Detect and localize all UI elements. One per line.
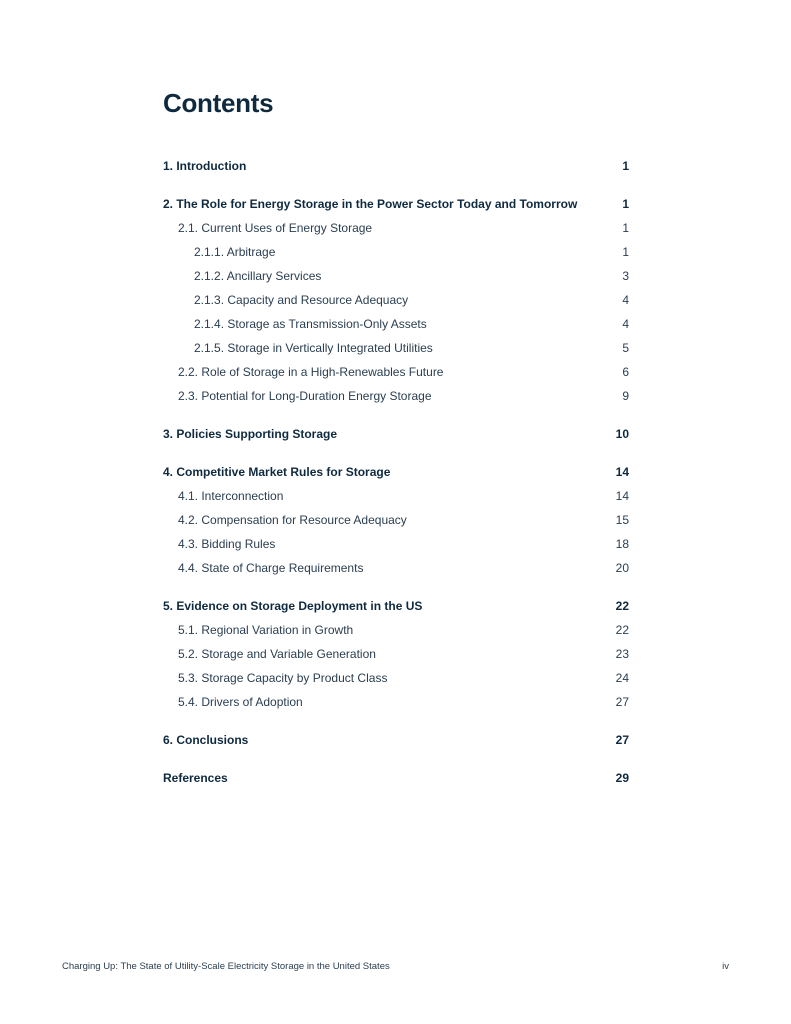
table-of-contents [163, 154, 629, 790]
toc-entry-regional-variation[interactable] [163, 618, 629, 642]
toc-entry-label: 4. Competitive Market Rules for Storage [163, 465, 391, 479]
toc-entry-label: 2.2. Role of Storage in a High-Renewables Future [178, 365, 444, 379]
toc-entry-page: 3 [622, 269, 629, 283]
toc-entry-label: 6. Conclusions [163, 733, 249, 747]
toc-entry-arbitrage[interactable] [163, 240, 629, 264]
toc-entry-label: 1. Introduction [163, 159, 247, 173]
toc-entry-compensation-resource-adequacy[interactable] [163, 508, 629, 532]
toc-entry-page: 15 [615, 513, 629, 527]
toc-entry-label: 4.3. Bidding Rules [178, 537, 276, 551]
toc-entry-conclusions[interactable] [163, 728, 629, 752]
toc-entry-page: 27 [615, 733, 629, 747]
toc-entry-label: References [163, 771, 228, 785]
toc-entry-high-renewables-future[interactable] [163, 360, 629, 384]
toc-entry-long-duration-storage[interactable] [163, 384, 629, 408]
footer-document-title: Charging Up: The State of Utility-Scale Electricity Storage in the United States [62, 961, 390, 972]
toc-entry-label: 5.2. Storage and Variable Generation [178, 647, 376, 661]
toc-entry-page: 4 [622, 317, 629, 331]
toc-entry-competitive-market-rules[interactable] [163, 460, 629, 484]
toc-entry-label: 4.4. State of Charge Requirements [178, 561, 364, 575]
toc-entry-label: 2.1.5. Storage in Vertically Integrated Utilities [194, 341, 433, 355]
toc-entry-page: 6 [622, 365, 629, 379]
toc-entry-label: 2. The Role for Energy Storage in the Power Sector Today and Tomorrow [163, 197, 578, 211]
toc-entry-capacity-resource-adequacy[interactable] [163, 288, 629, 312]
toc-entry-page: 22 [615, 599, 629, 613]
toc-entry-label: 5. Evidence on Storage Deployment in the US [163, 599, 423, 613]
toc-entry-page: 20 [615, 561, 629, 575]
toc-entry-label: 3. Policies Supporting Storage [163, 427, 338, 441]
toc-entry-label: 5.4. Drivers of Adoption [178, 695, 303, 709]
toc-entry-page: 1 [622, 245, 629, 259]
toc-entry-transmission-only-assets[interactable] [163, 312, 629, 336]
toc-entry-role-for-energy-storage[interactable] [163, 192, 629, 216]
toc-entry-label: 4.2. Compensation for Resource Adequacy [178, 513, 407, 527]
footer-page-number: iv [722, 961, 729, 972]
toc-entry-page: 14 [615, 489, 629, 503]
toc-entry-storage-variable-generation[interactable] [163, 642, 629, 666]
toc-entry-page: 14 [615, 465, 629, 479]
toc-entry-label: 5.3. Storage Capacity by Product Class [178, 671, 388, 685]
toc-entry-label: 4.1. Interconnection [178, 489, 284, 503]
toc-entry-page: 1 [622, 159, 629, 173]
toc-entry-page: 23 [615, 647, 629, 661]
toc-entry-capacity-by-product-class[interactable] [163, 666, 629, 690]
toc-entry-label: 2.1.1. Arbitrage [194, 245, 276, 259]
toc-entry-page: 24 [615, 671, 629, 685]
toc-entry-label: 2.1.3. Capacity and Resource Adequacy [194, 293, 409, 307]
toc-entry-page: 1 [622, 197, 629, 211]
toc-entry-page: 22 [615, 623, 629, 637]
toc-entry-page: 29 [615, 771, 629, 785]
toc-entry-label: 2.1.4. Storage as Transmission-Only Assets [194, 317, 427, 331]
toc-entry-bidding-rules[interactable] [163, 532, 629, 556]
toc-entry-page: 27 [615, 695, 629, 709]
toc-entry-vertically-integrated-utilities[interactable] [163, 336, 629, 360]
toc-entry-page: 4 [622, 293, 629, 307]
toc-entry-page: 10 [615, 427, 629, 441]
page-title: Contents [163, 88, 274, 118]
page-footer [62, 961, 729, 972]
toc-entry-label: 2.1. Current Uses of Energy Storage [178, 221, 373, 235]
toc-entry-label: 2.1.2. Ancillary Services [194, 269, 322, 283]
toc-entry-page: 9 [622, 389, 629, 403]
toc-entry-policies-supporting-storage[interactable] [163, 422, 629, 446]
toc-entry-evidence-storage-deployment[interactable] [163, 594, 629, 618]
toc-entry-page: 18 [615, 537, 629, 551]
toc-entry-interconnection[interactable] [163, 484, 629, 508]
toc-entry-page: 5 [622, 341, 629, 355]
toc-entry-ancillary-services[interactable] [163, 264, 629, 288]
toc-entry-current-uses[interactable] [163, 216, 629, 240]
toc-entry-label: 5.1. Regional Variation in Growth [178, 623, 354, 637]
toc-entry-state-of-charge[interactable] [163, 556, 629, 580]
toc-entry-label: 2.3. Potential for Long-Duration Energy Storage [178, 389, 432, 403]
toc-entry-introduction[interactable] [163, 154, 629, 178]
toc-entry-drivers-of-adoption[interactable] [163, 690, 629, 714]
toc-entry-page: 1 [622, 221, 629, 235]
toc-entry-references[interactable] [163, 766, 629, 790]
